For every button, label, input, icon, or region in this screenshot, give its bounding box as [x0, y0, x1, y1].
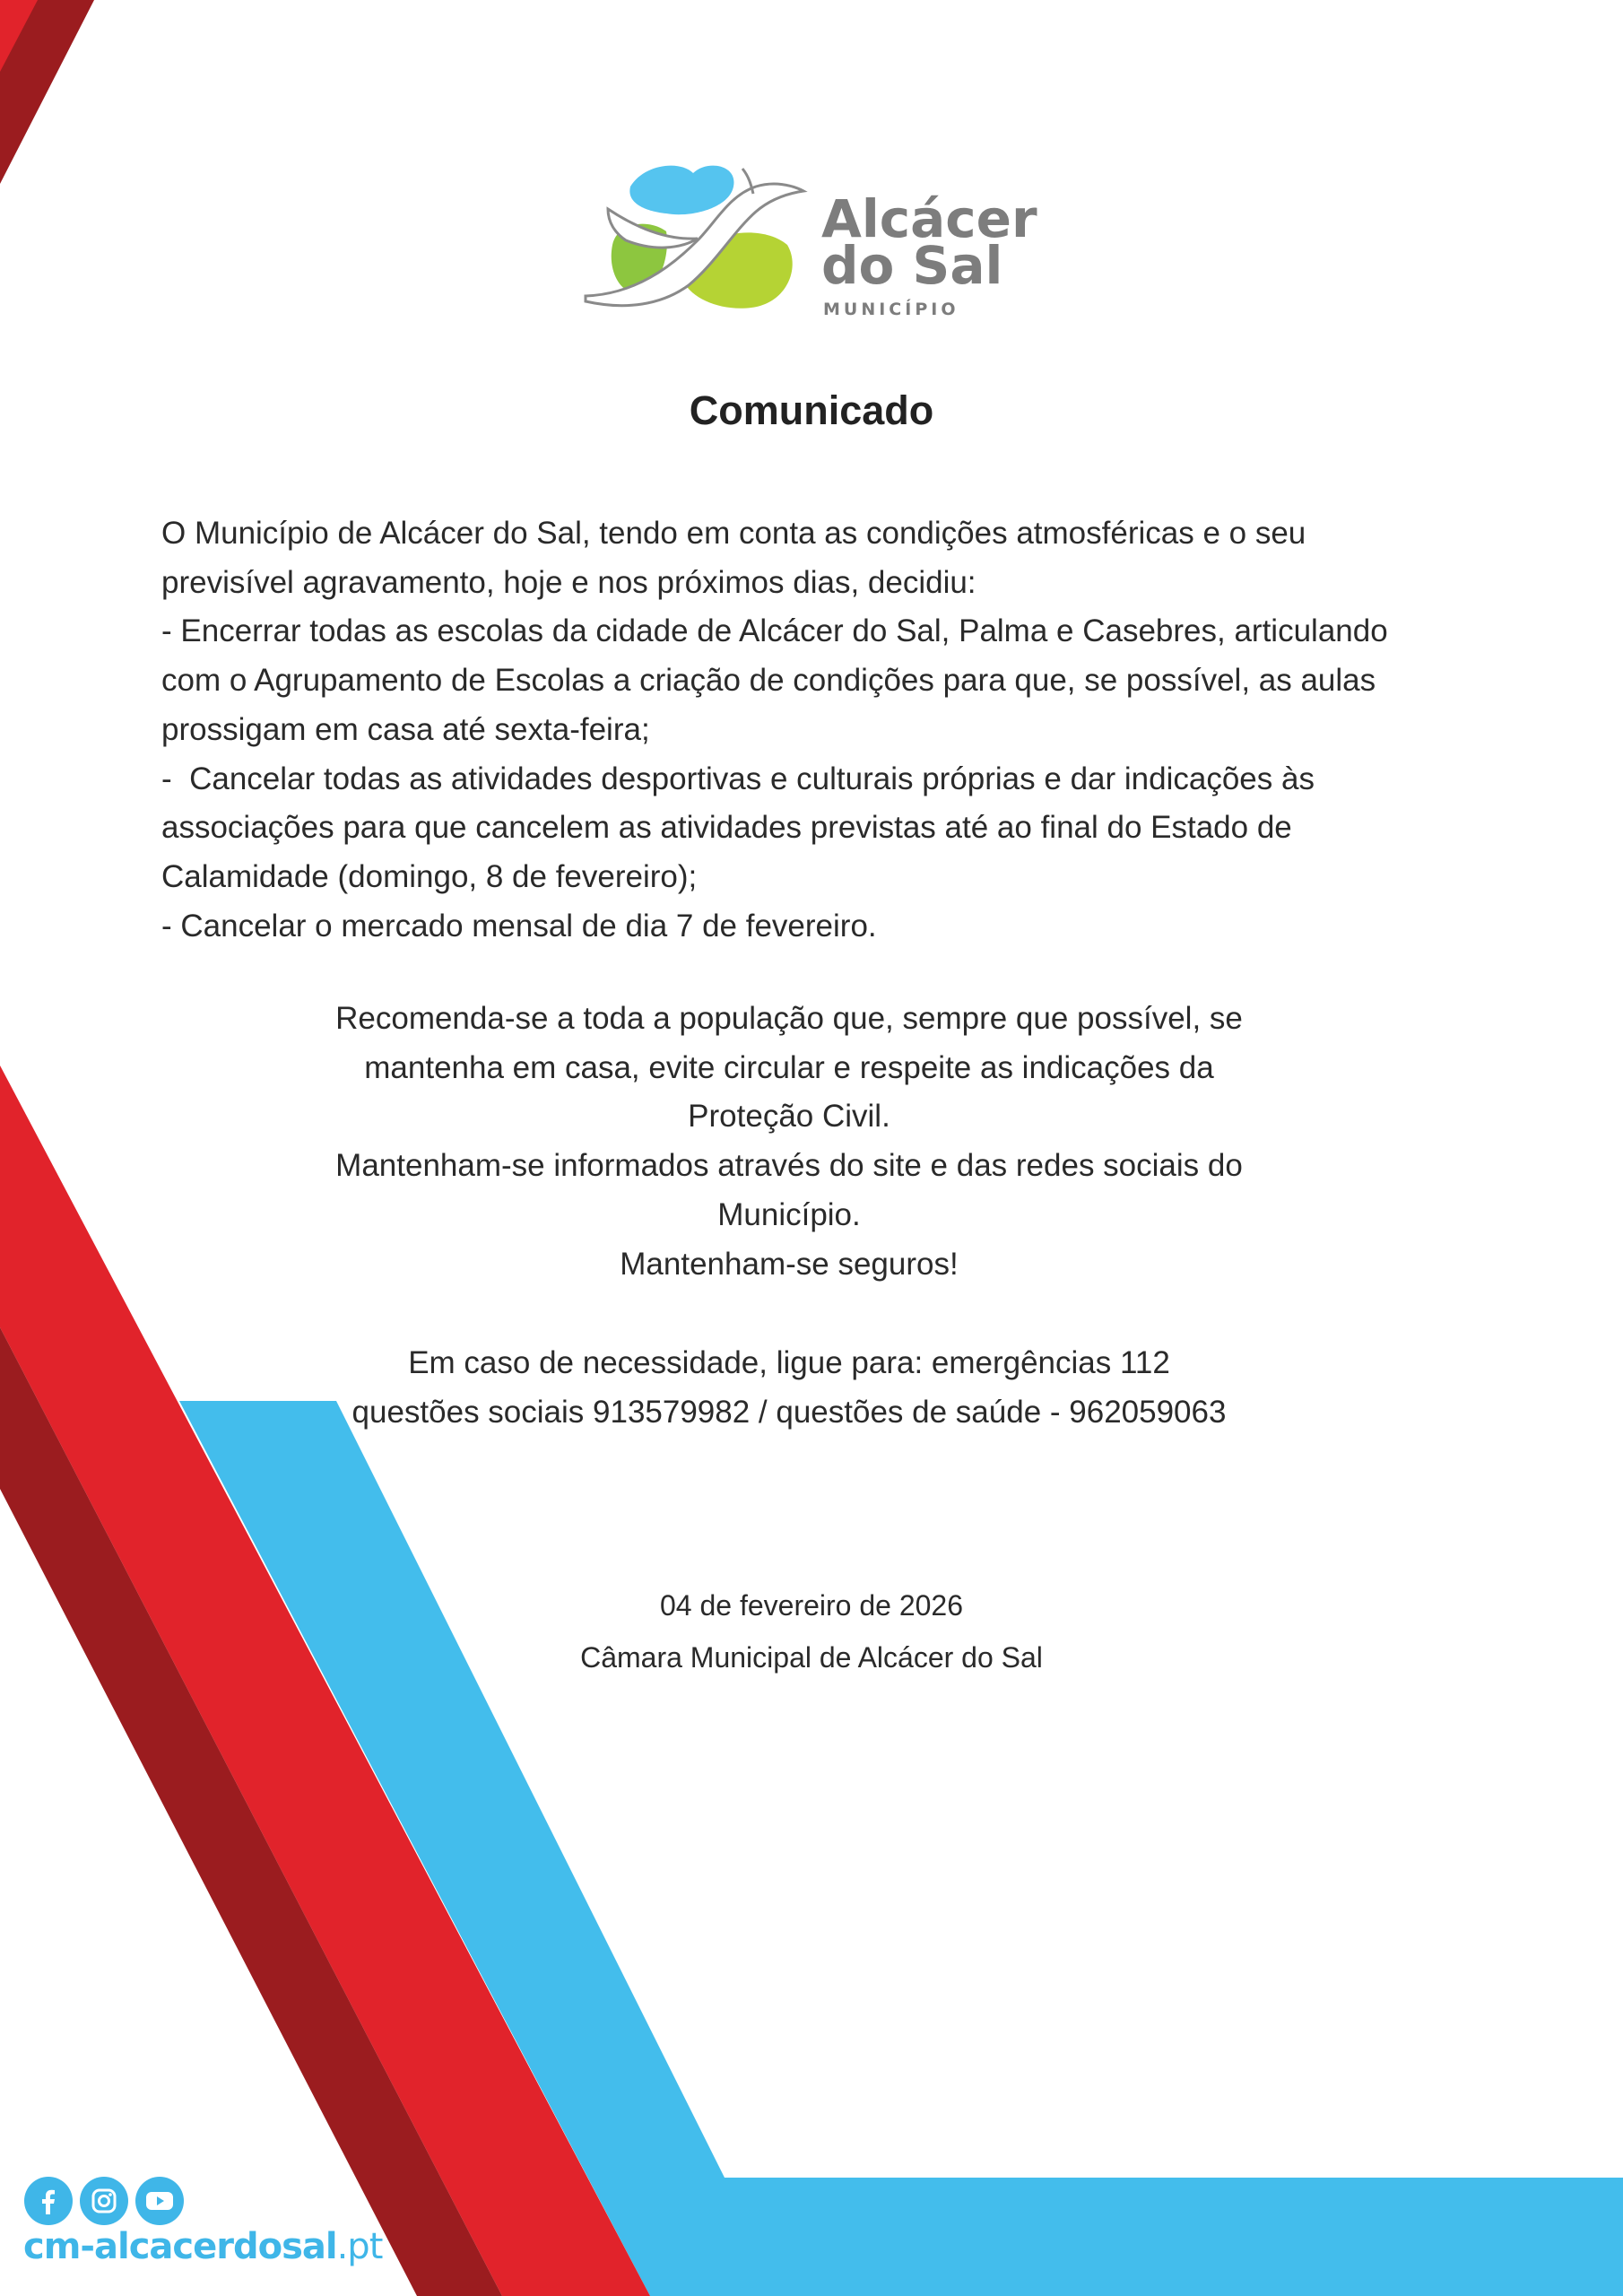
recommendation-line: Mantenham-se seguros! [620, 1246, 959, 1282]
body-line: - Cancelar todas as atividades desportivas e culturais próprias e dar indicações às [161, 761, 1315, 796]
website-link[interactable] [23, 2226, 382, 2267]
page-title: Comunicado [689, 387, 934, 433]
body-line: - Encerrar todas as escolas da cidade de Alcácer do Sal, Palma e Casebres, articulando [161, 613, 1388, 649]
contact-line: questões sociais 913579982 / questões de saúde - 962059063 [352, 1395, 1227, 1430]
body-line: - Cancelar o mercado mensal de dia 7 de fevereiro. [161, 908, 877, 944]
website-tld: .pt [336, 2226, 383, 2267]
logo-emblem [581, 160, 814, 330]
body-line: previsível agravamento, hoje e nos próximos dias, decidiu: [161, 564, 976, 600]
contact-line: Em caso de necessidade, ligue para: emergências 112 [408, 1345, 1170, 1380]
signoff-organization: Câmara Municipal de Alcácer do Sal [580, 1641, 1043, 1674]
signoff-date: 04 de fevereiro de 2026 [659, 1589, 964, 1622]
recommendation-line: Recomenda-se a toda a população que, sempre que possível, se [335, 1001, 1243, 1036]
social-links [24, 2177, 184, 2227]
recommendation-line: Município. [717, 1196, 861, 1232]
website-main: cm-alcacerdosal [23, 2226, 337, 2267]
recommendation-line: Proteção Civil. [688, 1099, 890, 1135]
logo-line-do-sal: do Sal [821, 235, 1003, 296]
municipality-logo [581, 160, 1065, 330]
announcement-body [161, 509, 1480, 951]
youtube-icon[interactable] [135, 2177, 184, 2225]
body-line: Calamidade (domingo, 8 de fevereiro); [161, 858, 698, 894]
body-line: com o Agrupamento de Escolas a criação de condições para que, se possível, as aulas [161, 663, 1376, 699]
facebook-icon[interactable] [24, 2177, 73, 2225]
body-line: O Município de Alcácer do Sal, tendo em conta as condições atmosféricas e o seu [161, 516, 1306, 551]
body-line: associações para que cancelem as atividades previstas até ao final do Estado de [161, 810, 1292, 846]
instagram-icon[interactable] [80, 2177, 128, 2225]
signoff [448, 1579, 1175, 1683]
recommendation-line: mantenha em casa, evite circular e respeite as indicações da [364, 1049, 1214, 1085]
emergency-contacts [269, 1338, 1309, 1437]
logo-line-alcacer: Alcácer [821, 188, 1037, 249]
recommendations [269, 995, 1309, 1289]
recommendation-line: Mantenham-se informados através do site e das redes sociais do [335, 1148, 1243, 1184]
body-line: prossigam em casa até sexta-feira; [161, 711, 650, 747]
logo-line-municipio: MUNICÍPIO [823, 300, 959, 319]
